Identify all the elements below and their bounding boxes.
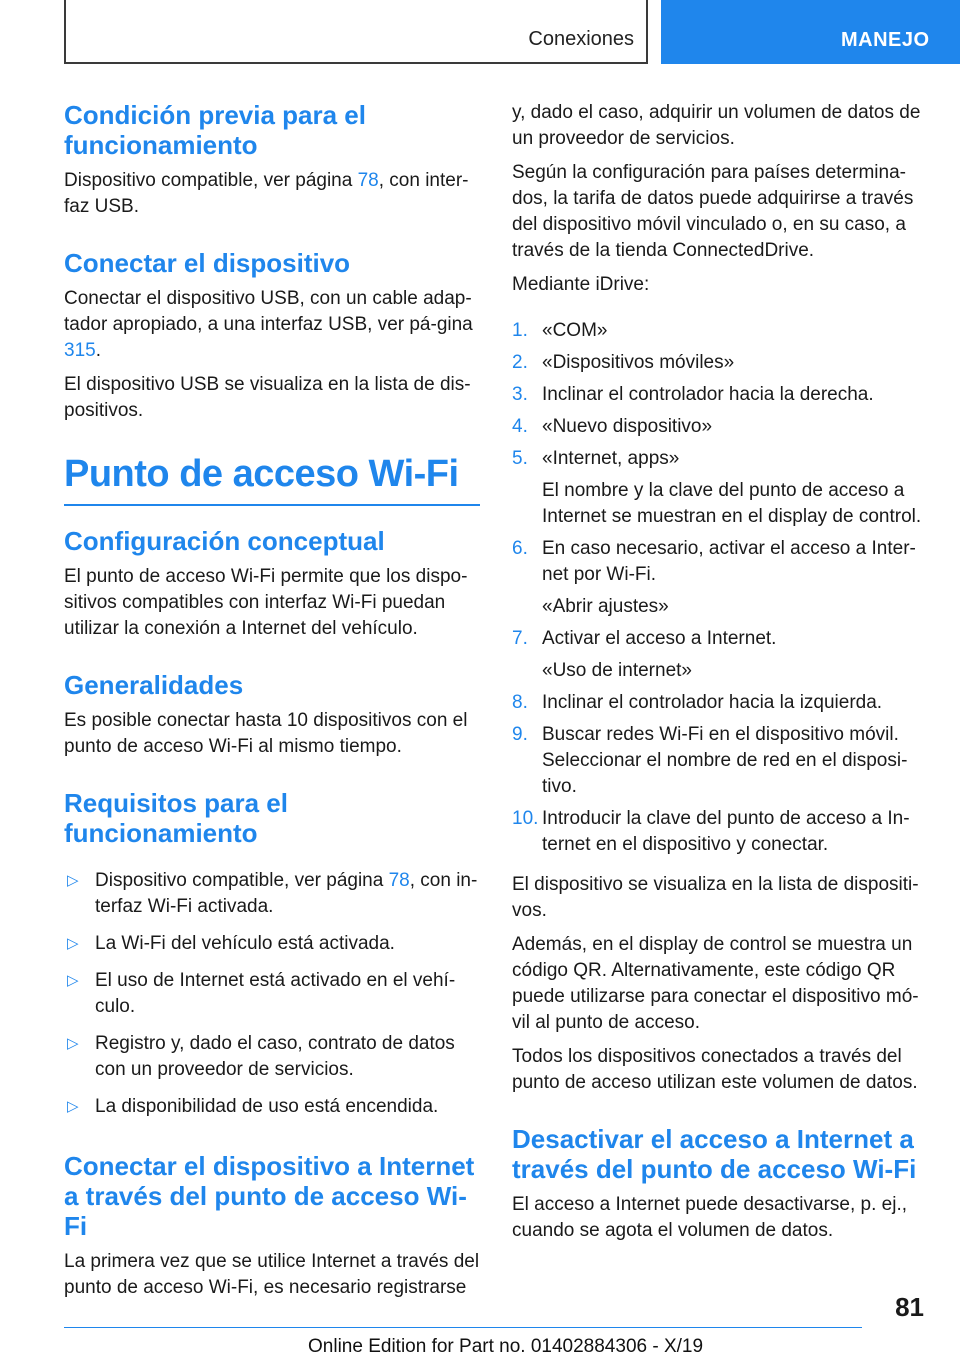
section-title-connect-internet: Conectar el dispositivo a Internet a través del punto de acceso Wi-Fi (64, 1151, 475, 1241)
step-text: Introducir la clave del punto de acceso a In-ternet en el dispositivo y conectar. (542, 808, 910, 855)
triangle-bullet-icon: ▷ (67, 1035, 79, 1052)
step-text: Activar el acceso a Internet. (542, 628, 777, 649)
section-title-deactivate: Desactivar el acceso a Internet a través del punto de acceso Wi-Fi (512, 1124, 917, 1184)
paragraph-connect-usb: Conectar el dispositivo USB, con un cable adap-tador apropiado, a una interfaz USB, ver pá-gina 315. (64, 288, 473, 361)
section-title-connect-device: Conectar el dispositivo (64, 248, 351, 278)
step-number: 8. (512, 692, 528, 713)
left-column (64, 100, 480, 1301)
step-text: «COM» (542, 320, 608, 341)
step-number: 1. (512, 320, 528, 341)
step-item (512, 536, 922, 620)
step-subtext: El nombre y la clave del punto de acceso a Internet se muestran en el display de control. (542, 480, 922, 527)
page-link-78[interactable]: 78 (357, 170, 379, 191)
step-item (512, 722, 922, 800)
section-title-general: Generalidades (64, 670, 244, 700)
list-item: ▷ Registro y, dado el caso, contrato de datos con un proveedor de servicios. (64, 1031, 480, 1083)
step-text: «Nuevo dispositivo» (542, 416, 713, 437)
page-link-315[interactable]: 315 (64, 340, 96, 361)
section-title-concept: Configuración conceptual (64, 526, 385, 556)
step-item (512, 382, 922, 408)
step-text: «Dispositivos móviles» (542, 352, 735, 373)
triangle-bullet-icon: ▷ (67, 972, 79, 989)
step-item (512, 806, 922, 858)
paragraph-concept: El punto de acceso Wi-Fi permite que los dispo-sitivos compatibles con interfaz Wi-Fi puedan utilizar la conexión a Internet del vehículo. (64, 566, 468, 639)
section-title-prerequisite-usb: Condición previa para el funcionamiento (64, 100, 366, 160)
header-section-box (64, 0, 648, 64)
steps-list (512, 318, 922, 864)
step-text: «Internet, apps» (542, 448, 680, 469)
step-number: 2. (512, 352, 528, 373)
header-chapter-label: MANEJO (841, 29, 930, 51)
list-item: ▷ El uso de Internet está activado en el vehí-culo. (64, 968, 480, 1020)
page-number: 81 (895, 1292, 924, 1322)
step-item (512, 446, 922, 530)
step-item (512, 626, 922, 684)
step-subtext: «Uso de internet» (542, 660, 692, 681)
paragraph-general: Es posible conectar hasta 10 dispositivos con el punto de acceso Wi-Fi al mismo tiempo. (64, 710, 468, 757)
header-section-title: Conexiones (528, 28, 634, 50)
triangle-bullet-icon: ▷ (67, 1098, 79, 1115)
list-item: ▷ La Wi-Fi del vehículo está activada. (64, 931, 480, 957)
right-column (512, 100, 922, 1244)
step-text: Buscar redes Wi-Fi en el dispositivo móvil. Seleccionar el nombre de red en el disposi-tivo. (542, 724, 908, 797)
page-link-78-b[interactable]: 78 (388, 870, 410, 891)
paragraph-deactivate: El acceso a Internet puede desactivarse, p. ej., cuando se agota el volumen de datos. (512, 1194, 908, 1241)
step-text: Inclinar el controlador hacia la derecha. (542, 384, 874, 405)
paragraph-data-volume: y, dado el caso, adquirir un volumen de datos de un proveedor de servicios. (512, 102, 921, 149)
footer-edition-text: Online Edition for Part no. 01402884306 - X/19 (308, 1336, 704, 1357)
step-number: 5. (512, 448, 528, 469)
footer-rule (64, 1327, 862, 1328)
paragraph-country-config: Según la configuración para países determina-dos, la tarifa de datos puede adquirirse a través del dispositivo móvil vinculado o, en su caso, a través de la tienda ConnectedDrive. (512, 162, 914, 261)
step-text: En caso necesario, activar el acceso a Inter-net por Wi-Fi. (542, 538, 916, 585)
step-text: Inclinar el controlador hacia la izquierda. (542, 692, 883, 713)
step-number: 10. (512, 808, 539, 829)
paragraph-shared-volume: Todos los dispositivos conectados a través del punto de acceso utilizan este volumen de datos. (512, 1046, 918, 1093)
triangle-bullet-icon: ▷ (67, 935, 79, 952)
step-number: 7. (512, 628, 528, 649)
header-chapter-tab[interactable] (661, 0, 960, 64)
section-title-requirements: Requisitos para el funcionamiento (64, 788, 288, 848)
step-item (512, 690, 922, 716)
paragraph-qr-code: Además, en el display de control se muestra un código QR. Alternativamente, este código QR puede utilizarse para conectar el dispositivo mó-vil al punto de acceso. (512, 934, 919, 1033)
step-number: 3. (512, 384, 528, 405)
list-item: ▷ La disponibilidad de uso está encendida. (64, 1094, 480, 1120)
paragraph-connect-internet: La primera vez que se utilice Internet a través del punto de acceso Wi-Fi, es necesario registrarse (64, 1251, 480, 1298)
chapter-title-wifi-hotspot: Punto de acceso Wi-Fi (64, 453, 459, 495)
step-item (512, 318, 922, 344)
step-item (512, 414, 922, 440)
paragraph-device-list: El dispositivo se visualiza en la lista de dispositi-vos. (512, 874, 919, 921)
paragraph-via-idrive: Mediante iDrive: (512, 274, 650, 295)
list-item: ▷ Dispositivo compatible, ver página 78, con in-terfaz Wi-Fi activada. (64, 868, 480, 920)
triangle-bullet-icon: ▷ (67, 872, 79, 889)
step-number: 9. (512, 724, 528, 745)
step-subtext: «Abrir ajustes» (542, 596, 669, 617)
step-number: 4. (512, 416, 528, 437)
paragraph-usb-list: El dispositivo USB se visualiza en la lista de dis-positivos. (64, 374, 471, 421)
paragraph-prerequisite-usb: Dispositivo compatible, ver página 78, con inter-faz USB. (64, 170, 469, 217)
step-item (512, 350, 922, 376)
step-number: 6. (512, 538, 528, 559)
